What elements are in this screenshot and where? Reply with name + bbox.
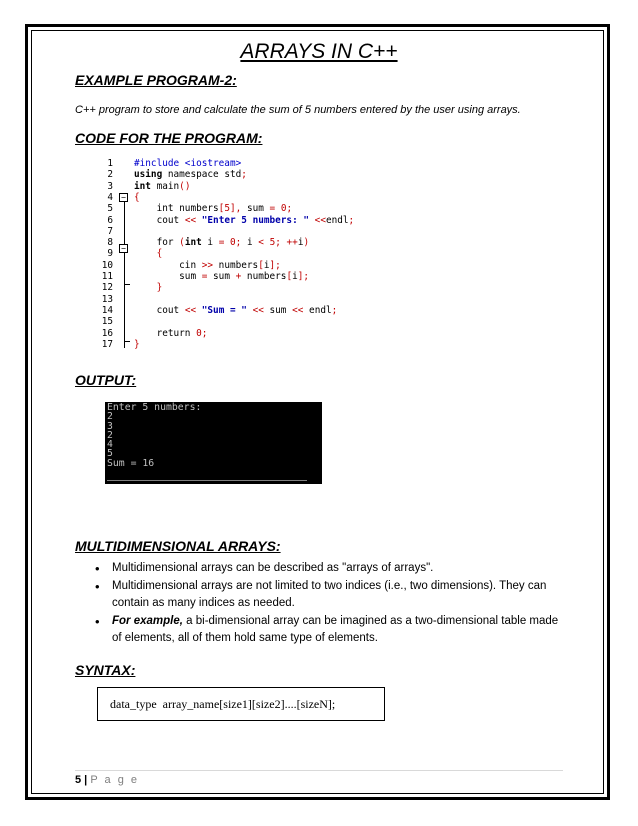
line-number: 1 (107, 158, 113, 169)
line-number: 11 (101, 271, 113, 282)
bullet-lead: For example, (112, 614, 183, 627)
bullet-text: a bi-dimensional array can be imagined as a two-dimensional table made of elements, all of them hold same type of elements. (112, 614, 559, 644)
footer-rule (75, 770, 563, 771)
page-number: 5 (75, 774, 82, 786)
example-description: C++ program to store and calculate the sum of 5 numbers entered by the user using arrays. (75, 104, 521, 116)
page-label: P a g e (90, 774, 139, 786)
console-line: Sum = 16 (107, 457, 155, 469)
page-title: ARRAYS IN C++ (240, 40, 398, 63)
syntax-box (97, 687, 385, 721)
console-line: 3 (107, 420, 113, 432)
console-line: Enter 5 numbers: (107, 402, 202, 413)
code-text: { (156, 248, 163, 260)
console-line: 2 (107, 429, 113, 441)
bullet-item (95, 613, 565, 648)
line-number: 14 (101, 304, 113, 316)
console-cursor (107, 480, 307, 481)
line-number: 6 (107, 214, 113, 226)
line-number: 8 (107, 237, 113, 249)
line-number: 4 (107, 191, 113, 203)
code-text: cin >> numbers[i]; (134, 259, 281, 271)
bullet-item (95, 560, 565, 578)
fold-toggle-for-icon[interactable]: − (119, 244, 128, 253)
code-listing (95, 155, 365, 350)
console-line: 4 (107, 439, 113, 451)
line-number: 7 (107, 225, 113, 237)
code-text: return 0; (134, 327, 208, 339)
bullet-text: Multidimensional arrays can be described as "arrays of arrays". (112, 562, 434, 574)
example-heading: EXAMPLE PROGRAM-2: (75, 72, 237, 88)
line-number: 12 (101, 282, 113, 294)
line-number: 13 (101, 293, 113, 305)
multidimensional-heading: MULTIDIMENSIONAL ARRAYS: (75, 538, 281, 554)
fold-end-main (124, 341, 130, 342)
fold-toggle-main-icon[interactable]: − (119, 193, 128, 202)
code-text: sum = sum + numbers[i]; (134, 271, 310, 282)
console-line: 5 (107, 448, 113, 460)
code-text: } (134, 338, 140, 350)
line-number: 2 (107, 169, 113, 181)
code-text: #include <iostream> (134, 158, 242, 169)
console-line: 2 (107, 411, 113, 423)
console-output (105, 402, 322, 484)
line-number: 16 (101, 327, 113, 339)
page-footer (75, 774, 139, 786)
line-number: 15 (101, 316, 113, 328)
code-text: for (int i = 0; i < 5; ++i) (134, 237, 310, 249)
code-text: cout << "Enter 5 numbers: " <<endl; (134, 214, 355, 226)
syntax-text: data_type array_name[size1][size2]....[sizeN]; (110, 697, 336, 711)
line-number: 9 (107, 248, 113, 260)
line-number: 17 (101, 338, 113, 350)
fold-guide-main (124, 200, 125, 348)
code-text: } (156, 282, 163, 294)
multidimensional-bullet-list (95, 560, 565, 648)
code-text: cout << "Sum = " << sum << endl; (134, 304, 338, 316)
line-number: 5 (107, 203, 113, 215)
code-text: int numbers[5], sum = 0; (134, 203, 293, 215)
bullet-item (95, 578, 565, 613)
code-heading: CODE FOR THE PROGRAM: (75, 130, 263, 146)
line-number: 10 (101, 259, 113, 271)
footer-separator: | (81, 774, 91, 786)
fold-end-for (124, 284, 130, 285)
code-text: int main() (134, 180, 191, 192)
code-text: using namespace std; (134, 169, 247, 181)
syntax-heading: SYNTAX: (75, 662, 136, 678)
line-number: 3 (107, 180, 113, 192)
output-heading: OUTPUT: (75, 372, 137, 388)
bullet-text: Multidimensional arrays are not limited to two indices (i.e., two dimensions). They can contain as many indices as needed. (112, 579, 547, 609)
code-text: { (134, 191, 140, 203)
